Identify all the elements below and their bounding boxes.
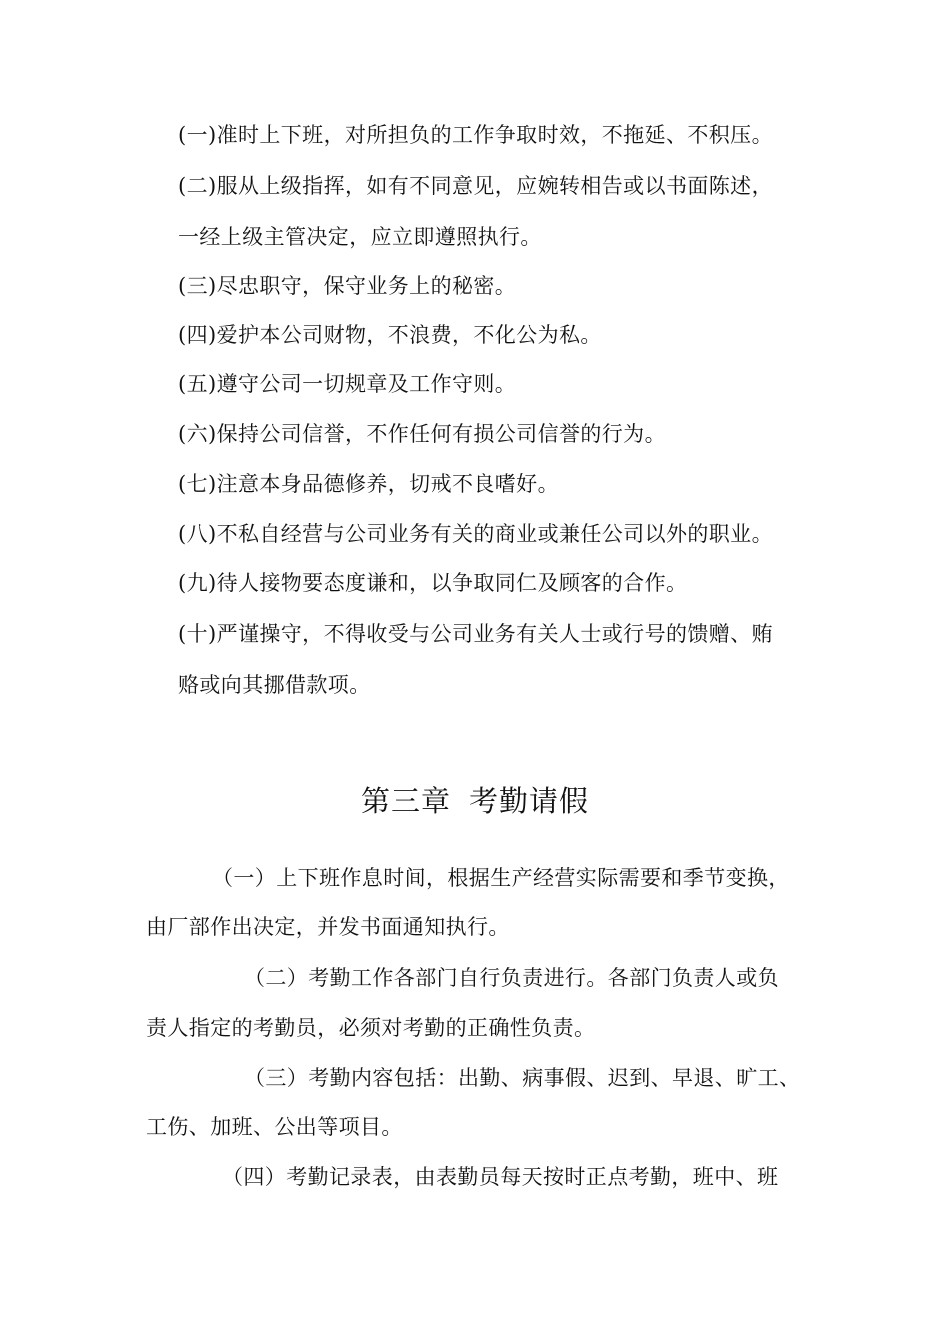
rule-5: (五)遵守公司一切规章及工作守则。 — [178, 372, 517, 396]
rule-2-continued: 一经上级主管决定，应立即遵照执行。 — [178, 225, 542, 249]
rule-9: (九)待人接物要态度谦和，以争取同仁及顾客的合作。 — [178, 571, 688, 595]
chapter-heading — [0, 783, 950, 819]
attendance-item-2-continued: 责人指定的考勤员，必须对考勤的正确性负责。 — [146, 1016, 596, 1040]
attendance-item-3: （三）考勤内容包括：出勤、病事假、迟到、早退、旷工、 — [244, 1066, 801, 1090]
rule-10-continued: 赂或向其挪借款项。 — [178, 673, 371, 697]
rule-6: (六)保持公司信誉，不作任何有损公司信誉的行为。 — [178, 422, 666, 446]
rule-7: (七)注意本身品德修养，切戒不良嗜好。 — [178, 472, 559, 496]
attendance-item-2: （二）考勤工作各部门自行负责进行。各部门负责人或负 — [244, 966, 779, 990]
attendance-item-1: （一）上下班作息时间，根据生产经营实际需要和季节变换， — [212, 866, 790, 890]
attendance-item-1-continued: 由厂部作出决定，并发书面通知执行。 — [146, 915, 510, 939]
rule-2: (二)服从上级指挥，如有不同意见，应婉转相告或以书面陈述， — [178, 174, 773, 198]
rule-10: (十)严谨操守，不得收受与公司业务有关人士或行号的馈赠、贿 — [178, 622, 773, 646]
rule-1: (一)准时上下班，对所担负的工作争取时效，不拖延、不积压。 — [178, 123, 773, 147]
attendance-item-3-continued: 工伤、加班、公出等项目。 — [146, 1115, 403, 1139]
rule-4: (四)爱护本公司财物，不浪费，不化公为私。 — [178, 323, 602, 347]
rule-8: (八)不私自经营与公司业务有关的商业或兼任公司以外的职业。 — [178, 522, 773, 546]
attendance-item-4: （四）考勤记录表，由表勤员每天按时正点考勤，班中、班 — [222, 1165, 779, 1189]
chapter-title: 考勤请假 — [469, 784, 590, 818]
rule-3: (三)尽忠职守，保守业务上的秘密。 — [178, 274, 517, 298]
chapter-number: 第三章 — [360, 784, 451, 818]
